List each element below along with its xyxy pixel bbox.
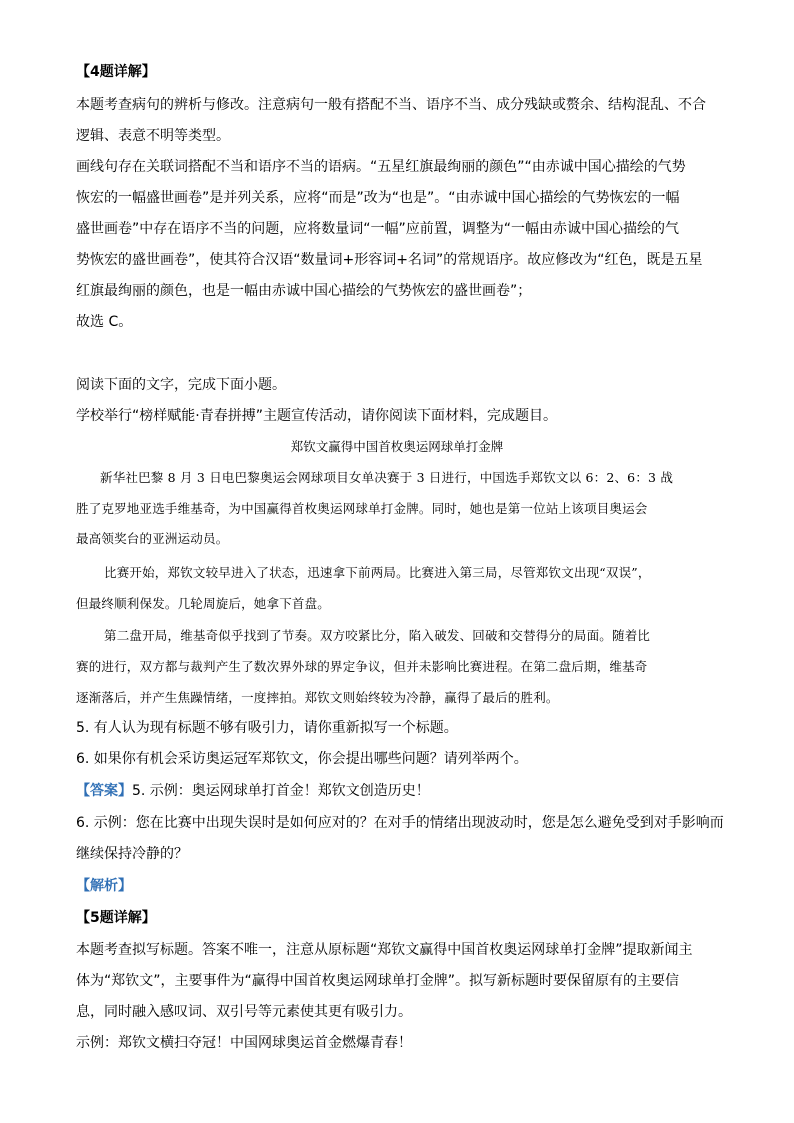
article-line-8: 逐渐落后，并产生焦躁情绪，一度摔拍。郑钦文则始终较为冷静，赢得了最后的胜利。 [76, 690, 559, 705]
section4-line-5: 盛世画卷”中存在语序不当的问题，应将数量词“一幅”应前置，调整为“一幅由赤诚中国心描绘的气 [76, 221, 680, 237]
article-line-7: 赛的进行，双方都与裁判产生了数次界外球的界定争议，但并未影响比赛进程。在第二盘后期，维基奇 [76, 659, 648, 674]
section4-line-2: 逻辑、表意不明等类型。 [76, 128, 230, 144]
article-line-6: 第二盘开局，维基奇似乎找到了节奏。双方咬紧比分，陷入破发、回破和交替得分的局面。随着比 [104, 628, 651, 643]
article-line-1: 新华社巴黎 8 月 3 日电巴黎奥运会网球项目女单决赛于 3 日进行，中国选手郑钦文以 6：2、6：3 战 [100, 470, 674, 485]
answer-6-line-2: 继续保持冷静的？ [76, 846, 188, 862]
answer-5: 5. 示例：奥运网球单打首金！郑钦文创造历史！ [132, 783, 430, 799]
section4-line-1: 本题考查病句的辨析与修改。注意病句一般有搭配不当、语序不当、成分残缺或赘余、结构混乱、不合 [76, 97, 706, 113]
article-line-2: 胜了克罗地亚选手维基奇，为中国赢得首枚奥运网球单打金牌。同时，她也是第一位站上该项目奥运会 [76, 501, 648, 516]
analysis-example: 示例：郑钦文横扫夺冠！中国网球奥运首金燃爆青春！ [76, 1035, 412, 1051]
section4-line-3: 画线句存在关联词搭配不当和语序不当的语病。“五星红旗最绚丽的颜色”“由赤诚中国心描绘的气势 [76, 159, 686, 175]
analysis-line-1: 本题考查拟写标题。答案不唯一，注意从原标题“郑钦文赢得中国首枚奥运网球单打金牌”提取新闻主 [76, 942, 693, 958]
section4-line-7: 红旗最绚丽的颜色，也是一幅由赤诚中国心描绘的气势恢宏的盛世画卷”； [76, 283, 532, 299]
article-title: 郑钦文赢得中国首枚奥运网球单打金牌 [290, 439, 504, 454]
answer-row [76, 781, 430, 801]
section4-line-6: 势恢宏的盛世画卷”，使其符合汉语“数量词+形容词+名词”的常规语序。故应修改为“红色，既是五星 [76, 252, 703, 268]
analysis-tag: 【解析】 [76, 878, 132, 894]
article-line-4: 比赛开始，郑钦文较早进入了状态，迅速拿下前两局。比赛进入第三局，尽管郑钦文出现“双误”， [104, 565, 651, 580]
reading-intro-2: 学校举行“榜样赋能·青春拼搏”主题宣传活动，请你阅读下面材料，完成题目。 [76, 408, 557, 424]
question-5: 5. 有人认为现有标题不够有吸引力，请你重新拟写一个标题。 [76, 720, 458, 736]
question-6: 6. 如果你有机会采访奥运冠军郑钦文，你会提出哪些问题？请列举两个。 [76, 751, 528, 767]
answer-6-line-1: 6. 示例：您在比赛中出现失误时是如何应对的？在对手的情绪出现波动时，您是怎么避免受到对手影响而 [76, 815, 724, 831]
section4-line-8: 故选 C。 [76, 314, 133, 330]
analysis-line-2: 体为“郑钦文”，主要事件为“赢得中国首枚奥运网球单打金牌”。拟写新标题时要保留原有的主要信 [76, 973, 680, 989]
article-line-5: 但最终顺利保发。几轮周旋后，她拿下首盘。 [76, 596, 331, 611]
analysis-line-3: 息，同时融入感叹词、双引号等元素使其更有吸引力。 [76, 1004, 412, 1020]
reading-intro-1: 阅读下面的文字，完成下面小题。 [76, 377, 286, 393]
section5-heading: 【5题详解】 [76, 910, 156, 926]
article-line-3: 最高领奖台的亚洲运动员。 [76, 531, 229, 546]
section4-line-4: 恢宏的一幅盛世画卷”是并列关系，应将“而是”改为“也是”。“由赤诚中国心描绘的气势恢宏的一幅 [76, 190, 680, 206]
section4-heading: 【4题详解】 [76, 64, 156, 80]
answer-tag: 【答案】 [76, 783, 132, 799]
